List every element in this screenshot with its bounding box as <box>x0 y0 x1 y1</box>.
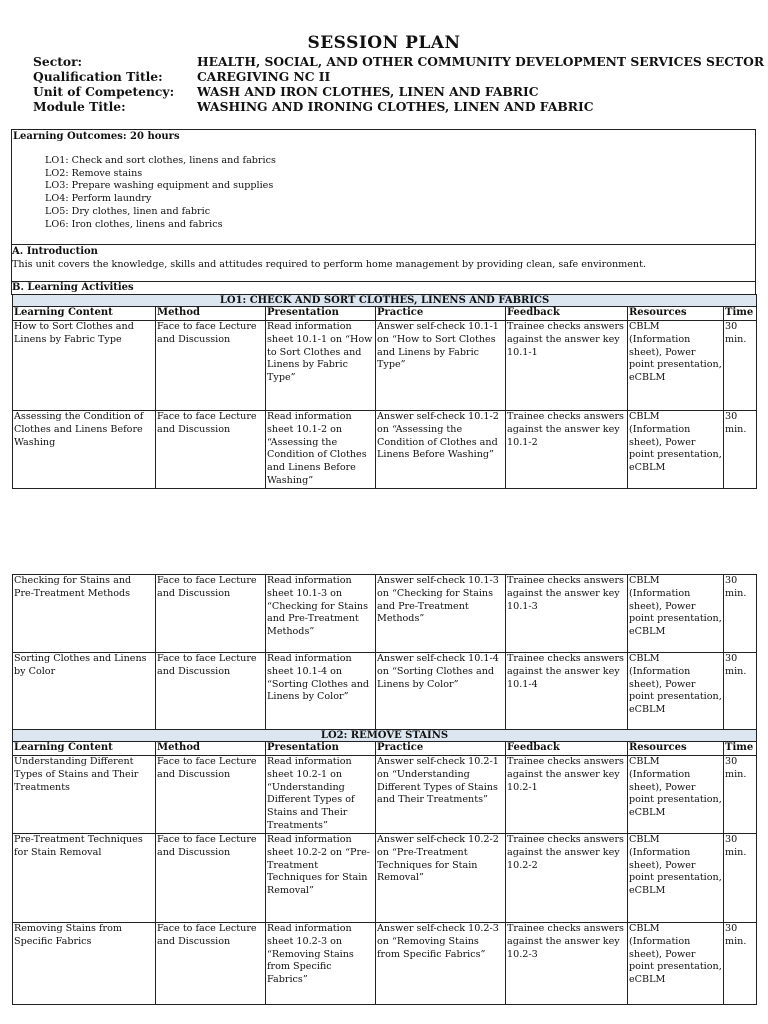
practice-cell: Answer self-check 10.1-3 on “Checking for Stains and Pre-Treatment Methods” <box>376 575 506 653</box>
col-time: Time <box>724 742 757 756</box>
competency-label: Unit of Competency: <box>33 84 175 99</box>
learning-content-cell: Understanding Different Types of Stains and Their Treatments <box>13 756 156 834</box>
module-label: Module Title: <box>33 99 126 114</box>
time-cell: 30 min. <box>724 575 757 653</box>
lo1-section-title: LO1: CHECK AND SORT CLOTHES, LINENS AND FABRICS <box>13 295 757 307</box>
introduction-heading: A. Introduction <box>12 246 98 257</box>
table-row <box>13 834 757 923</box>
presentation-cell: Read information sheet 10.2-3 on “Removing Stains from Specific Fabrics” <box>266 923 376 1005</box>
method-cell: Face to face Lecture and Discussion <box>156 923 266 1005</box>
module-value: WASHING AND IRONING CLOTHES, LINEN AND FABRIC <box>197 99 594 114</box>
qualification-label: Qualification Title: <box>33 69 163 84</box>
outcome-item: LO5: Dry clothes, linen and fabric <box>45 205 211 217</box>
method-cell: Face to face Lecture and Discussion <box>156 653 266 730</box>
practice-cell: Answer self-check 10.1-2 on “Assessing the Condition of Clothes and Linens Before Washing” <box>376 411 506 489</box>
resources-cell: CBLM (Information sheet), Power point presentation, eCBLM <box>628 653 724 730</box>
time-cell: 30 min. <box>724 834 757 923</box>
time-cell: 30 min. <box>724 653 757 730</box>
column-header-row <box>13 307 757 321</box>
competency-value: WASH AND IRON CLOTHES, LINEN AND FABRIC <box>197 84 539 99</box>
resources-cell: CBLM (Information sheet), Power point presentation, eCBLM <box>628 321 724 411</box>
table-row <box>13 575 757 653</box>
col-resources: Resources <box>628 742 724 756</box>
feedback-cell: Trainee checks answers against the answer key 10.1-1 <box>506 321 628 411</box>
introduction-box <box>11 244 756 282</box>
resources-cell: CBLM (Information sheet), Power point presentation, eCBLM <box>628 411 724 489</box>
competency-row <box>33 84 764 99</box>
practice-cell: Answer self-check 10.2-2 on “Pre-Treatment Techniques for Stain Removal” <box>376 834 506 923</box>
qualification-row <box>33 69 764 84</box>
presentation-cell: Read information sheet 10.1-4 on “Sorting Clothes and Linens by Color” <box>266 653 376 730</box>
col-presentation: Presentation <box>266 307 376 321</box>
method-cell: Face to face Lecture and Discussion <box>156 834 266 923</box>
outcome-item: LO4: Perform laundry <box>45 193 152 205</box>
practice-cell: Answer self-check 10.1-4 on “Sorting Clothes and Linens by Color” <box>376 653 506 730</box>
presentation-cell: Read information sheet 10.2-2 on “Pre-Treatment Techniques for Stain Removal” <box>266 834 376 923</box>
lo1-lo2-table <box>12 574 757 1005</box>
time-cell: 30 min. <box>724 923 757 1005</box>
time-cell: 30 min. <box>724 756 757 834</box>
lo1-table <box>12 294 757 489</box>
table-row <box>13 321 757 411</box>
method-cell: Face to face Lecture and Discussion <box>156 411 266 489</box>
method-cell: Face to face Lecture and Discussion <box>156 321 266 411</box>
learning-activities-label: B. Learning Activities <box>12 282 134 293</box>
feedback-cell: Trainee checks answers against the answer key 10.1-4 <box>506 653 628 730</box>
learning-activities-heading <box>11 281 756 295</box>
learning-content-cell: Sorting Clothes and Linens by Color <box>13 653 156 730</box>
presentation-cell: Read information sheet 10.1-3 on “Checking for Stains and Pre-Treatment Methods” <box>266 575 376 653</box>
learning-outcomes-heading: Learning Outcomes: 20 hours <box>13 131 180 142</box>
presentation-cell: Read information sheet 10.2-1 on “Understanding Different Types of Stains and Their Treatments” <box>266 756 376 834</box>
resources-cell: CBLM (Information sheet), Power point presentation, eCBLM <box>628 923 724 1005</box>
col-method: Method <box>156 307 266 321</box>
col-learning-content: Learning Content <box>13 742 156 756</box>
learning-content-cell: Checking for Stains and Pre-Treatment Methods <box>13 575 156 653</box>
sector-value: HEALTH, SOCIAL, AND OTHER COMMUNITY DEVELOPMENT SERVICES SECTOR <box>197 54 765 69</box>
qualification-value: CAREGIVING NC II <box>197 69 331 84</box>
learning-content-cell: How to Sort Clothes and Linens by Fabric Type <box>13 321 156 411</box>
plan-header <box>33 54 764 114</box>
outcome-item: LO3: Prepare washing equipment and supplies <box>45 180 274 192</box>
introduction-text: This unit covers the knowledge, skills and attitudes required to perform home management by providing clean, safe environment. <box>12 258 647 270</box>
presentation-cell: Read information sheet 10.1-1 on “How to Sort Clothes and Linens by Fabric Type” <box>266 321 376 411</box>
time-cell: 30 min. <box>724 411 757 489</box>
presentation-cell: Read information sheet 10.1-2 on “Assessing the Condition of Clothes and Linens Before Washing” <box>266 411 376 489</box>
learning-content-cell: Removing Stains from Specific Fabrics <box>13 923 156 1005</box>
feedback-cell: Trainee checks answers against the answer key 10.1-2 <box>506 411 628 489</box>
column-header-row <box>13 742 757 756</box>
col-resources: Resources <box>628 307 724 321</box>
col-learning-content: Learning Content <box>13 307 156 321</box>
learning-content-cell: Assessing the Condition of Clothes and Linens Before Washing <box>13 411 156 489</box>
lo2-section-title: LO2: REMOVE STAINS <box>13 730 757 742</box>
outcome-item: LO6: Iron clothes, linens and fabrics <box>45 218 223 230</box>
method-cell: Face to face Lecture and Discussion <box>156 756 266 834</box>
sector-label: Sector: <box>33 54 83 69</box>
resources-cell: CBLM (Information sheet), Power point presentation, eCBLM <box>628 756 724 834</box>
resources-cell: CBLM (Information sheet), Power point presentation, eCBLM <box>628 834 724 923</box>
practice-cell: Answer self-check 10.1-1 on “How to Sort Clothes and Linens by Fabric Type” <box>376 321 506 411</box>
feedback-cell: Trainee checks answers against the answer key 10.2-1 <box>506 756 628 834</box>
practice-cell: Answer self-check 10.2-3 on “Removing Stains from Specific Fabrics” <box>376 923 506 1005</box>
learning-content-cell: Pre-Treatment Techniques for Stain Removal <box>13 834 156 923</box>
col-feedback: Feedback <box>506 307 628 321</box>
table-row <box>13 653 757 730</box>
resources-cell: CBLM (Information sheet), Power point presentation, eCBLM <box>628 575 724 653</box>
col-method: Method <box>156 742 266 756</box>
table-row <box>13 923 757 1005</box>
method-cell: Face to face Lecture and Discussion <box>156 575 266 653</box>
col-time: Time <box>724 307 757 321</box>
outcome-item: LO2: Remove stains <box>45 167 143 179</box>
col-feedback: Feedback <box>506 742 628 756</box>
table-row <box>13 411 757 489</box>
learning-outcomes-box <box>11 129 756 245</box>
col-practice: Practice <box>376 742 506 756</box>
table-row <box>13 756 757 834</box>
module-row <box>33 99 764 114</box>
feedback-cell: Trainee checks answers against the answer key 10.1-3 <box>506 575 628 653</box>
col-practice: Practice <box>376 307 506 321</box>
learning-outcomes-list <box>12 155 755 232</box>
page-title: SESSION PLAN <box>307 33 461 53</box>
time-cell: 30 min. <box>724 321 757 411</box>
col-presentation: Presentation <box>266 742 376 756</box>
sector-row <box>33 54 764 69</box>
outcome-item: LO1: Check and sort clothes, linens and fabrics <box>45 154 276 166</box>
feedback-cell: Trainee checks answers against the answer key 10.2-2 <box>506 834 628 923</box>
feedback-cell: Trainee checks answers against the answer key 10.2-3 <box>506 923 628 1005</box>
practice-cell: Answer self-check 10.2-1 on “Understanding Different Types of Stains and Their Treatments” <box>376 756 506 834</box>
